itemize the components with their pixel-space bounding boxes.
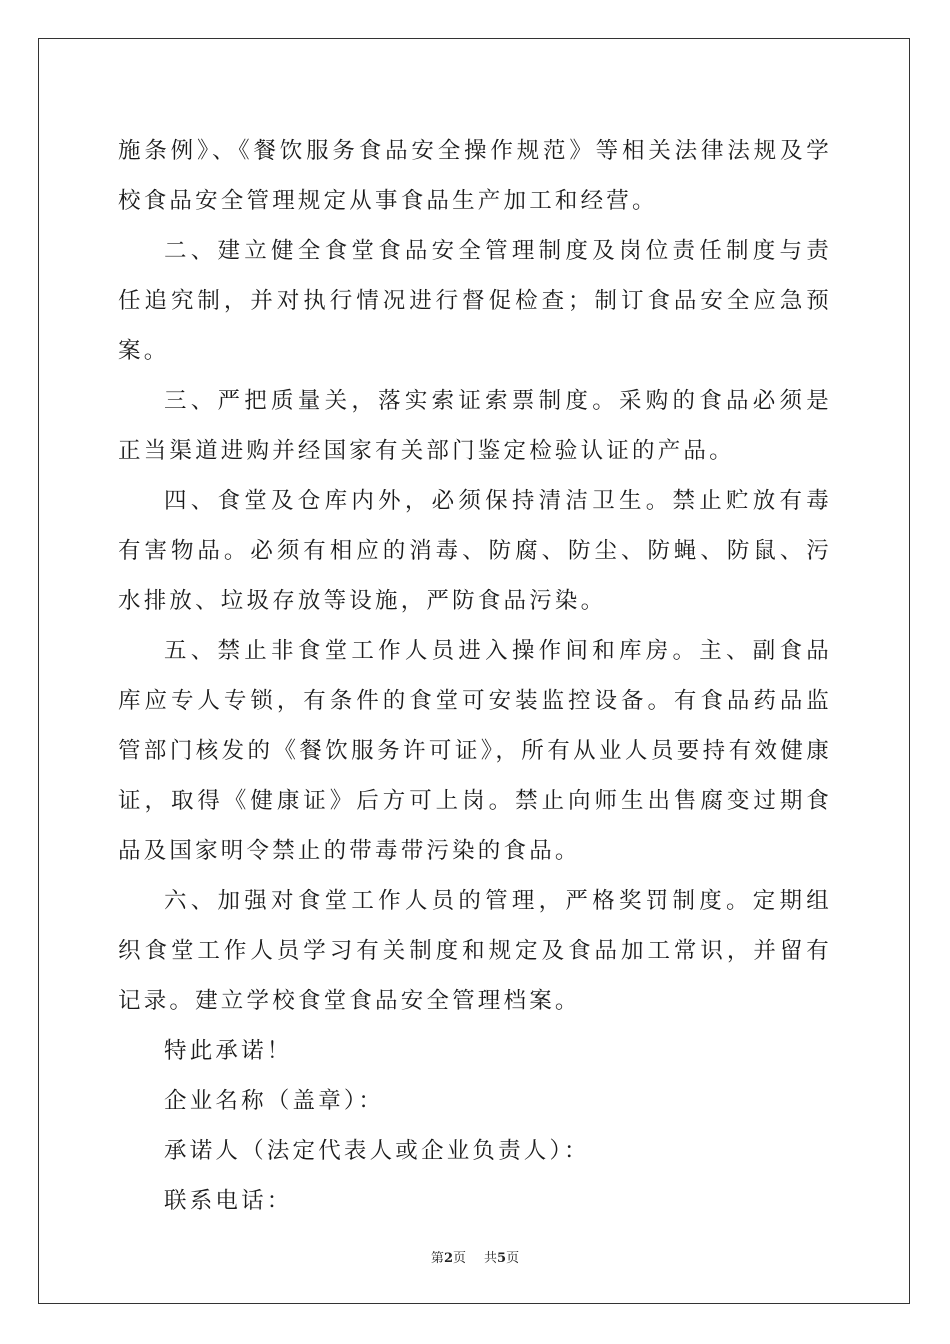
paragraph-3: 三、严把质量关，落实索证索票制度。采购的食品必须是正当渠道进购并经国家有关部门鉴定检验认证的产品。 [118,388,832,464]
closing-line: 特此承诺！ [164,1038,293,1064]
company-name-field: 企业名称（盖章）： [164,1088,385,1114]
footer-page-prefix: 第 [430,1251,444,1266]
promisor-field: 承诺人（法定代表人或企业负责人）： [164,1138,590,1164]
document-body [118,126,832,1226]
footer-total-suffix: 页 [506,1251,520,1266]
footer-page-suffix: 页 [452,1251,466,1266]
paragraph-6: 六、加强对食堂工作人员的管理，严格奖罚制度。定期组织食堂工作人员学习有关制度和规定及食品加工常识，并留有记录。建立学校食堂食品安全管理档案。 [118,888,832,1014]
paragraph-5: 五、禁止非食堂工作人员进入操作间和库房。主、副食品库应专人专锁，有条件的食堂可安装监控设备。有食品药品监管部门核发的《餐饮服务许可证》，所有从业人员要持有效健康证，取得《健康证》后方可上岗。禁止向师生出售腐变过期食品及国家明令禁止的带毒带污染的食品。 [118,638,832,864]
footer-page-total: 5 [497,1251,507,1266]
contact-phone-field: 联系电话： [164,1188,293,1214]
paragraph-1: 施条例》、《餐饮服务食品安全操作规范》等相关法律法规及学校食品安全管理规定从事食品生产加工和经营。 [118,138,832,214]
paragraph-4: 四、食堂及仓库内外，必须保持清洁卫生。禁止贮放有毒有害物品。必须有相应的消毒、防腐、防尘、防蝇、防鼠、污水排放、垃圾存放等设施，严防食品污染。 [118,488,832,614]
page-footer [0,1247,950,1266]
footer-page-current: 2 [443,1251,453,1266]
footer-total-prefix: 共 [484,1251,498,1266]
paragraph-2: 二、建立健全食堂食品安全管理制度及岗位责任制度与责任追究制，并对执行情况进行督促检查；制订食品安全应急预案。 [118,238,832,364]
